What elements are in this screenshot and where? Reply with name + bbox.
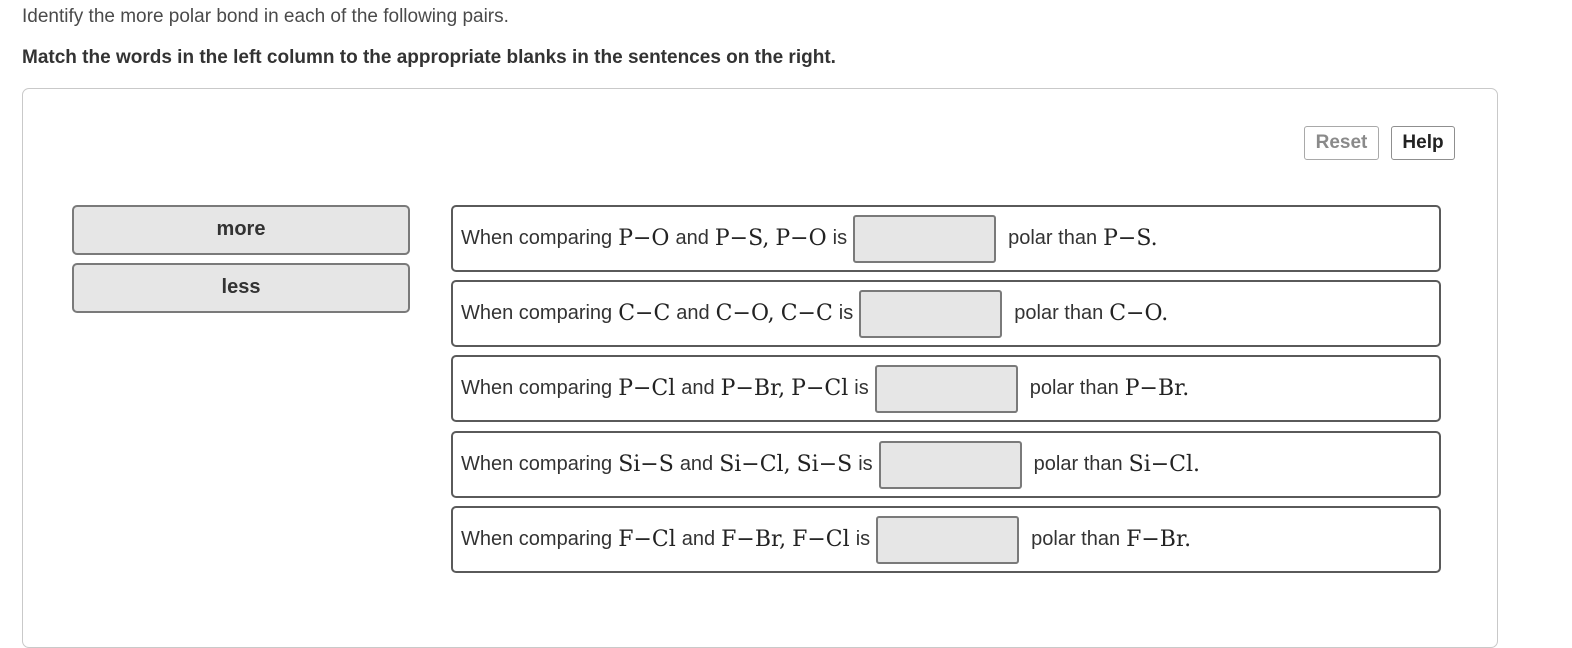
- help-button[interactable]: Help: [1391, 126, 1455, 160]
- sentence-prefix: When comparing: [461, 377, 613, 399]
- subject-bond: Si−S: [796, 452, 853, 477]
- is-text: is: [854, 377, 869, 399]
- subject-bond: F−Cl: [792, 527, 850, 552]
- bond-b: Si−Cl,: [719, 452, 791, 477]
- sentence-row-4: [451, 431, 1441, 498]
- bond-a: P−Cl: [618, 376, 676, 401]
- sentence-suffix: polar than: [1029, 377, 1119, 399]
- sentence-row-1: [451, 205, 1441, 272]
- target-bond: P−Br.: [1124, 376, 1190, 401]
- and-text: and: [676, 302, 710, 324]
- drop-blank-1[interactable]: [853, 215, 996, 263]
- target-bond: F−Br.: [1126, 527, 1192, 552]
- sentence-prefix: When comparing: [461, 528, 613, 550]
- is-text: is: [858, 453, 873, 475]
- word-tile-less[interactable]: less: [72, 263, 410, 313]
- drop-blank-5[interactable]: [876, 516, 1019, 564]
- is-text: is: [855, 528, 871, 550]
- and-text: and: [679, 453, 714, 475]
- bond-a: Si−S: [618, 452, 674, 477]
- word-tile-more[interactable]: more: [72, 205, 410, 255]
- target-bond: P−S.: [1103, 226, 1158, 251]
- is-text: is: [838, 302, 854, 324]
- sentence-suffix: polar than: [1008, 227, 1098, 249]
- reset-button[interactable]: Reset: [1304, 126, 1379, 160]
- sentence-prefix: When comparing: [461, 227, 613, 249]
- bond-a: C−C: [618, 301, 671, 326]
- target-bond: Si−Cl.: [1128, 452, 1201, 477]
- bond-b: P−S,: [714, 226, 770, 251]
- sentence-suffix: polar than: [1031, 528, 1121, 550]
- and-text: and: [675, 227, 709, 249]
- drop-blank-2[interactable]: [859, 290, 1002, 338]
- sentence-row-5: [451, 506, 1441, 573]
- subject-bond: C−C: [780, 301, 833, 326]
- sentence-suffix: polar than: [1033, 453, 1123, 475]
- subject-bond: P−Cl: [791, 376, 849, 401]
- target-bond: C−O.: [1109, 301, 1169, 326]
- bond-b: P−Br,: [720, 376, 786, 401]
- and-text: and: [681, 528, 716, 550]
- drop-blank-4[interactable]: [879, 441, 1022, 489]
- bond-a: P−O: [618, 226, 670, 251]
- sentence-prefix: When comparing: [461, 302, 613, 324]
- instruction-text: Identify the more polar bond in each of the following pairs.: [22, 6, 509, 27]
- sentence-row-3: [451, 355, 1441, 422]
- subject-bond: P−O: [775, 226, 827, 251]
- and-text: and: [681, 377, 715, 399]
- sentence-suffix: polar than: [1014, 302, 1104, 324]
- bond-b: F−Br,: [721, 527, 787, 552]
- drop-blank-3[interactable]: [875, 365, 1018, 413]
- bond-b: C−O,: [715, 301, 775, 326]
- bond-a: F−Cl: [618, 527, 676, 552]
- sentence-prefix: When comparing: [461, 453, 613, 475]
- directive-text: Match the words in the left column to the appropriate blanks in the sentences on the right.: [22, 47, 836, 68]
- is-text: is: [832, 227, 848, 249]
- sentence-row-2: [451, 280, 1441, 347]
